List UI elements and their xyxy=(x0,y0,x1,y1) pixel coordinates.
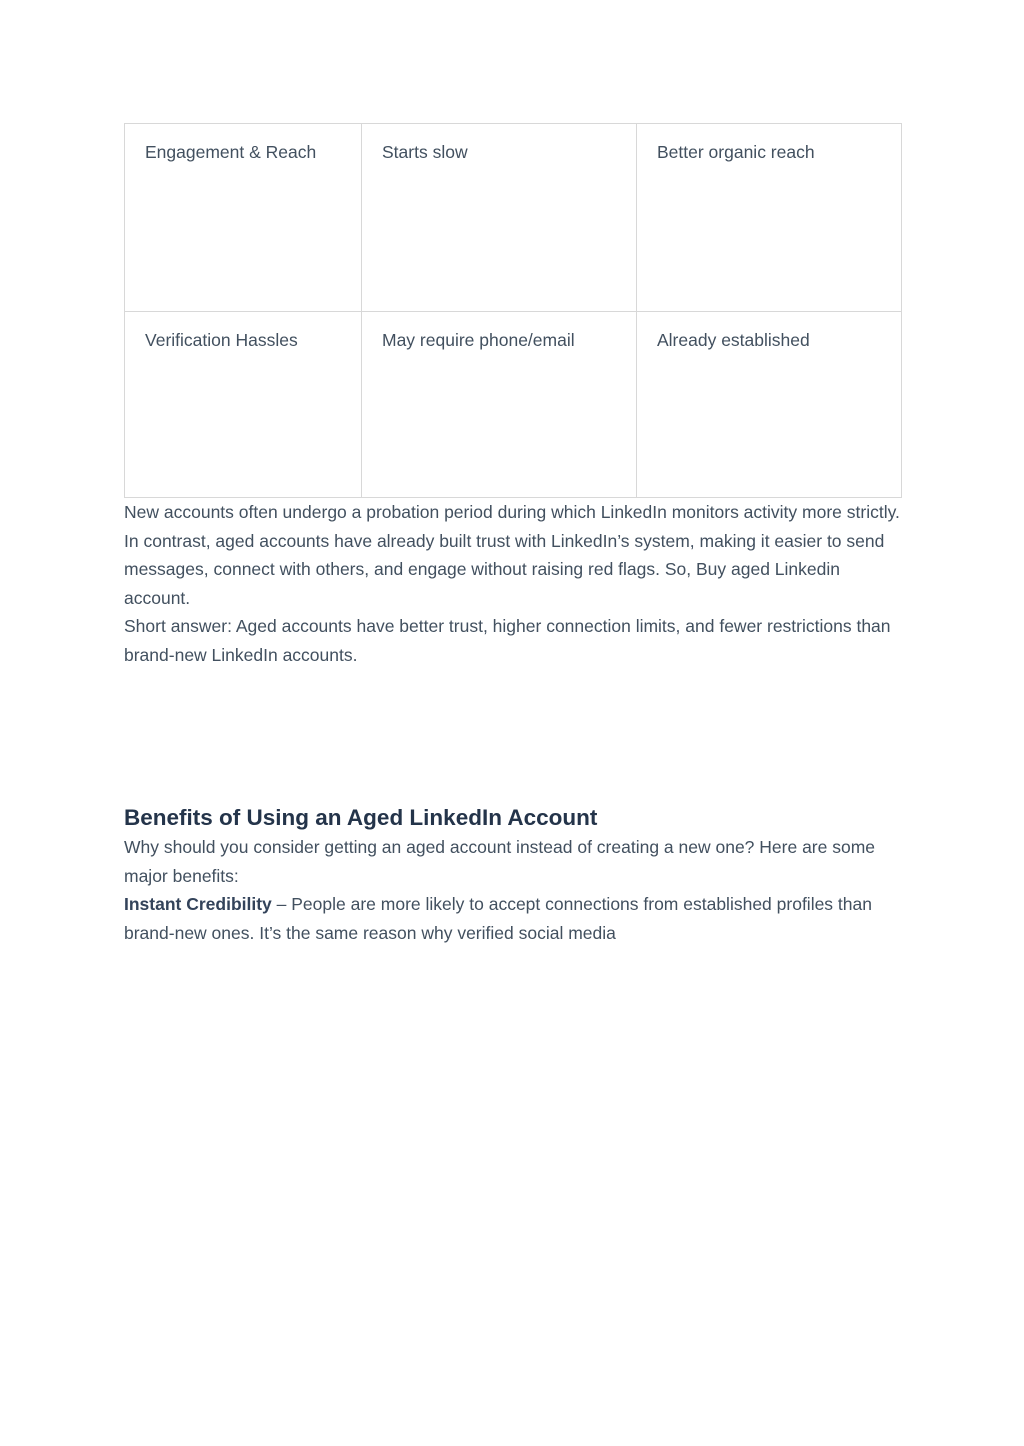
table-cell: Starts slow xyxy=(362,124,637,312)
section-heading: Benefits of Using an Aged LinkedIn Account xyxy=(124,805,598,830)
table-cell: Already established xyxy=(637,312,902,498)
instant-credibility-label: Instant Credibility xyxy=(124,894,272,914)
paragraph-short-answer: Short answer: Aged accounts have better trust, higher connection limits, and fewer restrictions than brand-new LinkedIn accounts. xyxy=(124,616,891,665)
table-cell: Engagement & Reach xyxy=(125,124,362,312)
paragraph-instant-credibility xyxy=(124,890,902,947)
table-row xyxy=(125,312,902,498)
paragraph-new-accounts: New accounts often undergo a probation period during which LinkedIn monitors activity more strictly. In contrast, aged accounts have already built trust with LinkedIn’s system, making it easier to send messages, connect with others, and engage without raising red flags. So, Buy aged Linkedin account. xyxy=(124,502,900,608)
table-cell: Verification Hassles xyxy=(125,312,362,498)
table-cell: Better organic reach xyxy=(637,124,902,312)
table-cell: May require phone/email xyxy=(362,312,637,498)
comparison-table xyxy=(124,123,902,498)
paragraph-why-consider: Why should you consider getting an aged account instead of creating a new one? Here are some major benefits: xyxy=(124,837,876,886)
instant-credibility-text: – People are more likely to accept connections from established profiles than brand-new ones. It’s the same reason why verified social media xyxy=(124,894,872,943)
table-row xyxy=(125,124,902,312)
document-content xyxy=(124,0,902,947)
